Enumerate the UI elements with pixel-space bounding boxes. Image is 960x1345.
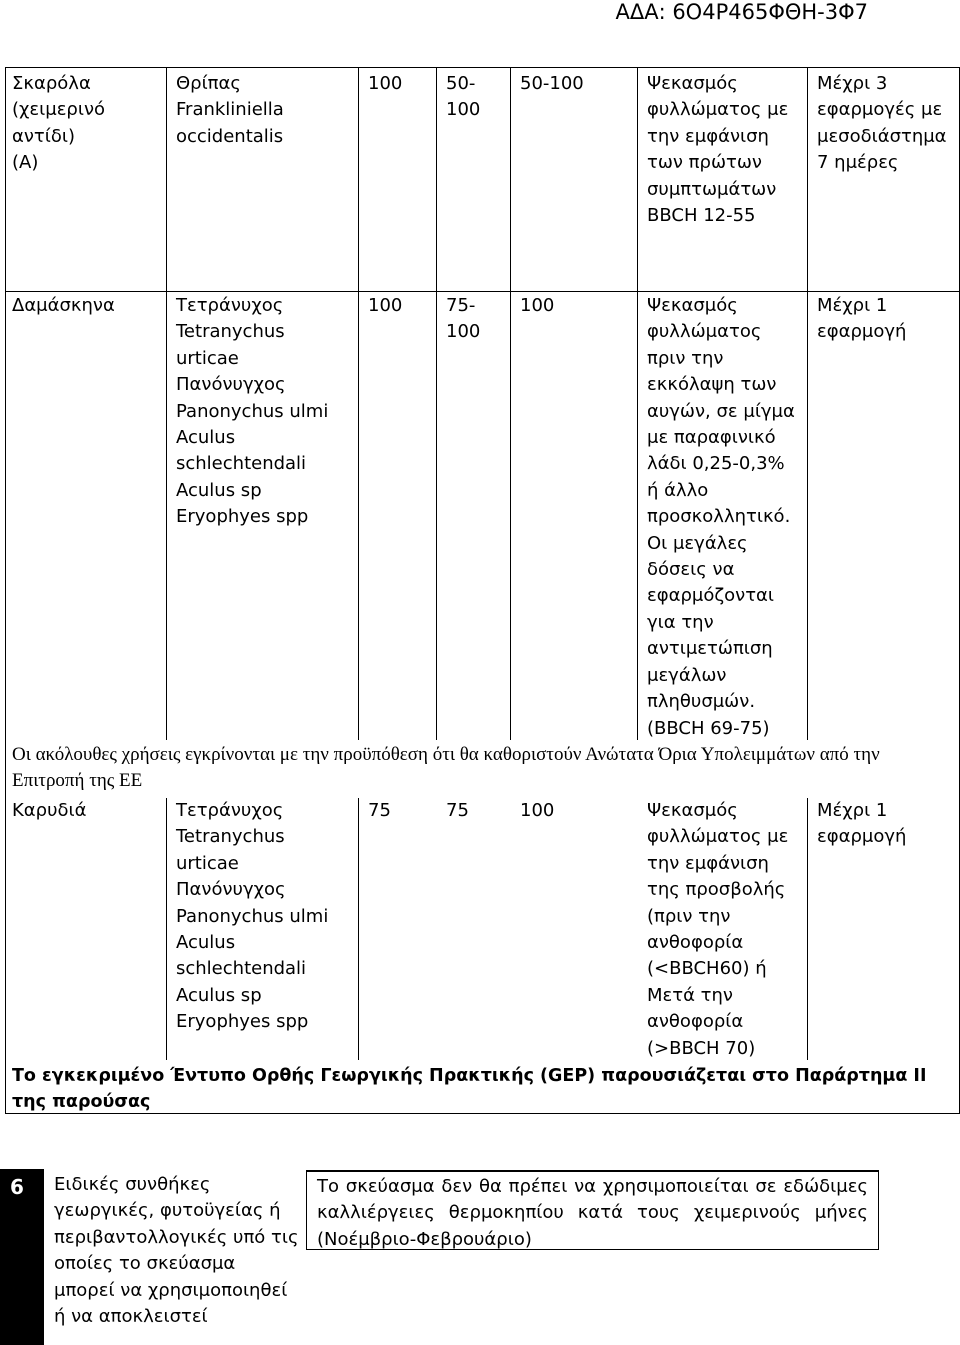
- usage-table: [5, 67, 960, 1114]
- section-label: Ειδικές συνθήκες γεωργικές, φυτοϋγείας ή περιβαντολλογικές υπό τις οποίες το σκεύασμα μπορεί να χρησιμοποιηθεί ή να αποκλειστεί: [54, 1174, 299, 1328]
- water-volume-cell: 100: [520, 800, 555, 821]
- col-divider: [358, 798, 359, 1060]
- mrl-approval-note: Οι ακόλουθες χρήσεις εγκρίνονται με την προϋπόθεση ότι θα καθοριστούν Ανώτατα Όρια Υπολειμμάτων από την Επιτροπή της ΕΕ: [12, 744, 880, 791]
- col-divider: [807, 798, 808, 1060]
- col-divider: [637, 68, 638, 740]
- application-count-cell: Μέχρι 1 εφαρμογή: [817, 295, 907, 343]
- col-divider: [807, 68, 808, 740]
- document-id-code: ΑΔΑ: 6Ο4Ρ465ΦΘΗ-3Φ7: [615, 0, 868, 24]
- row-divider: [6, 291, 959, 292]
- crop-cell: Δαμάσκηνα: [12, 295, 115, 316]
- application-timing-cell: Ψεκασμός φυλλώματος πριν την εκκόλαψη των αυγών, σε μίγμα με παραφινικό λάδι 0,25-0,3% ή άλλο προσκολλητικό. Οι μεγάλες δόσεις να εφαρμόζονται για την αντιμετώπιση μεγάλων πληθυσμών. (BBCH 69-75): [647, 295, 795, 739]
- gep-annex-note: Το εγκεκριμένο Έντυπο Ορθής Γεωργικής Πρακτικής (GEP) παρουσιάζεται στο Παράρτημα ΙΙ της παρούσας: [12, 1066, 927, 1112]
- section-6: [0, 1169, 960, 1345]
- dose-cell: 100: [368, 295, 403, 316]
- application-count-cell: Μέχρι 3 εφαρμογές με μεσοδιάστημα 7 ημέρες: [817, 73, 947, 174]
- application-count-cell: Μέχρι 1 εφαρμογή: [817, 800, 907, 848]
- col-divider: [358, 68, 359, 740]
- col-divider: [166, 798, 167, 1060]
- section-text-box: Το σκεύασμα δεν θα πρέπει να χρησιμοποιείται σε εδώδιμες καλλιέργειες θερμοκηπίου κατά τους χειμερινούς μήνες (Νοέμβριο-Φεβρουάριο): [306, 1170, 879, 1250]
- application-timing-cell: Ψεκασμός φυλλώματος με την εμφάνιση των πρώτων συμπτωμάτων BBCH 12-55: [647, 73, 789, 227]
- dose-cell: 75: [446, 800, 469, 821]
- pest-cell: Θρίπας Frankliniella occidentalis: [176, 73, 284, 147]
- pest-cell: Τετράνυχος Tetranychus urticae Πανόνυγχος Panonychus ulmi Aculus schlechtendali Aculus sp Eryophyes spp: [176, 295, 329, 528]
- dose-cell: 50- 100: [446, 73, 481, 121]
- pest-cell: Τετράνυχος Tetranychus urticae Πανόνυγχος Panonychus ulmi Aculus schlechtendali Aculus sp Eryophyes spp: [176, 800, 329, 1033]
- dose-cell: 75: [368, 800, 391, 821]
- crop-cell: Σκαρόλα (χειμερινό αντίδι) (A): [12, 73, 106, 174]
- col-divider: [436, 68, 437, 740]
- water-volume-cell: 50-100: [520, 73, 584, 94]
- crop-cell: Καρυδιά: [12, 800, 87, 821]
- water-volume-cell: 100: [520, 295, 555, 316]
- dose-cell: 75- 100: [446, 295, 481, 343]
- dose-cell: 100: [368, 73, 403, 94]
- application-timing-cell: Ψεκασμός φυλλώματος με την εμφάνιση της προσβολής (πριν την ανθοφορία (<BBCH60) ή Μετά την ανθοφορία (>BBCH 70): [647, 800, 789, 1059]
- section-number: 6: [0, 1169, 44, 1345]
- col-divider: [510, 68, 511, 740]
- col-divider: [166, 68, 167, 740]
